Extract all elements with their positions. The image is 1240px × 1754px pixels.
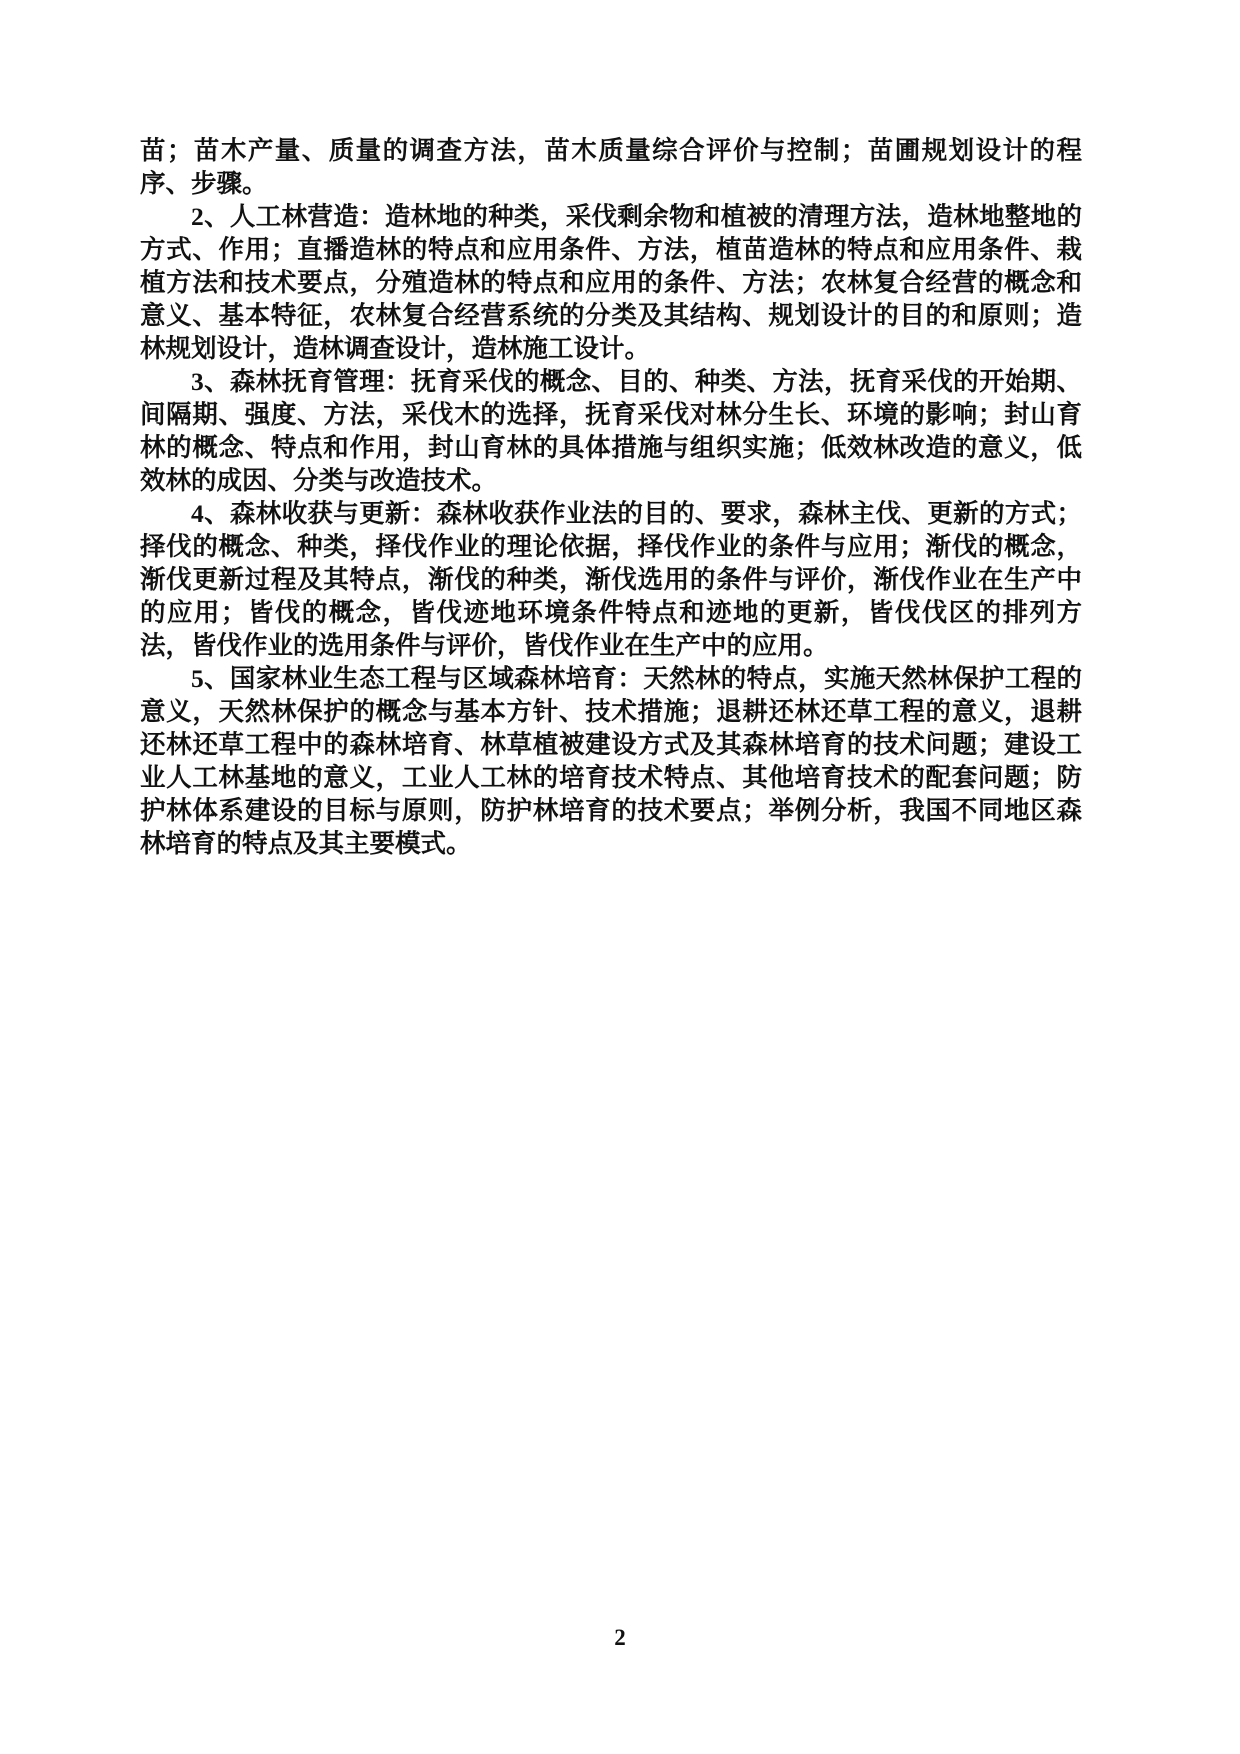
paragraph-item-5: 5、国家林业生态工程与区域森林培育：天然林的特点，实施天然林保护工程的意义，天然林保护的概念与基本方针、技术措施；退耕还林还草工程的意义，退耕还林还草工程中的森林培育、林草植被建设方式及其森林培育的技术问题；建设工业人工林基地的意义，工业人工林的培育技术特点、其他培育技术的配套问题；防护林体系建设的目标与原则，防护林培育的技术要点；举例分析，我国不同地区森林培育的特点及其主要模式。 bbox=[140, 664, 1082, 858]
paragraph-continuation: 苗；苗木产量、质量的调查方法，苗木质量综合评价与控制；苗圃规划设计的程序、步骤。 bbox=[140, 136, 1082, 198]
paragraph-item-4: 4、森林收获与更新：森林收获作业法的目的、要求，森林主伐、更新的方式；择伐的概念、种类，择伐作业的理论依据，择伐作业的条件与应用；渐伐的概念，渐伐更新过程及其特点，渐伐的种类，渐伐选用的条件与评价，渐伐作业在生产中的应用；皆伐的概念，皆伐迹地环境条件特点和迹地的更新，皆伐伐区的排列方法，皆伐作业的选用条件与评价，皆伐作业在生产中的应用。 bbox=[140, 499, 1082, 660]
page-number: 2 bbox=[614, 1625, 626, 1650]
text-block bbox=[140, 134, 1082, 860]
paragraph-item-2: 2、人工林营造：造林地的种类，采伐剩余物和植被的清理方法，造林地整地的方式、作用；直播造林的特点和应用条件、方法，植苗造林的特点和应用条件、栽植方法和技术要点，分殖造林的特点和应用的条件、方法；农林复合经营的概念和意义、基本特征，农林复合经营系统的分类及其结构、规划设计的目的和原则；造林规划设计，造林调查设计，造林施工设计。 bbox=[140, 202, 1082, 363]
paragraph-item-3: 3、森林抚育管理：抚育采伐的概念、目的、种类、方法，抚育采伐的开始期、间隔期、强度、方法，采伐木的选择，抚育采伐对林分生长、环境的影响；封山育林的概念、特点和作用，封山育林的具体措施与组织实施；低效林改造的意义，低效林的成因、分类与改造技术。 bbox=[140, 367, 1082, 495]
